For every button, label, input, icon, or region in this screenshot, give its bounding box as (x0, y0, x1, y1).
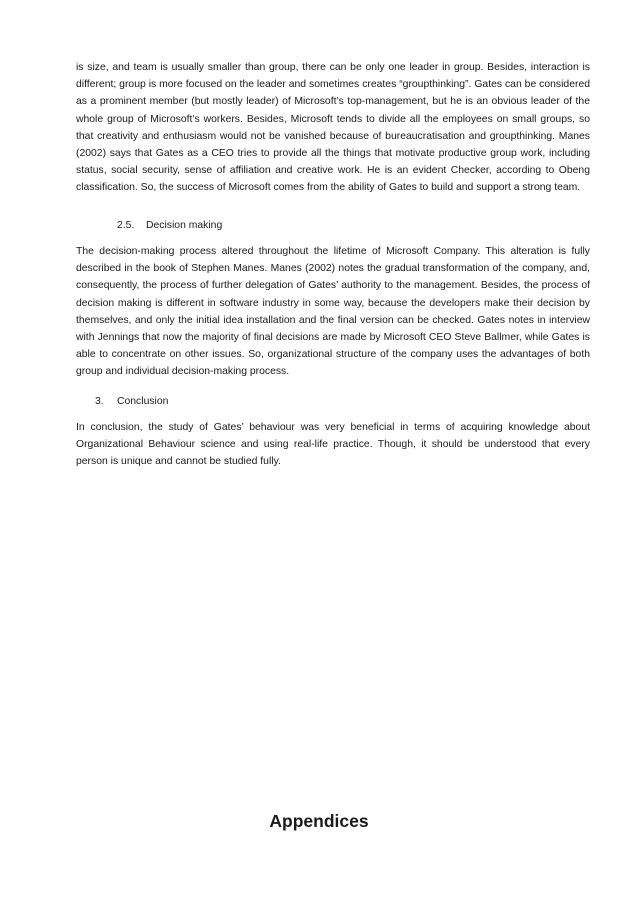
body-paragraph: is size, and team is usually smaller than group, there can be only one leader in group. Besides, interaction is different; group is more focused on the leader and sometimes creates “groupthinking”. Gates can be considered as a prominent member (but mostly leader) of Microsoft’s top-management, but he is an obvious leader of the whole group of Microsoft’s workers. Besides, Microsoft tends to divide all the employees on small groups, so that creativity and enthusiasm would not be vanished because of bureaucratisation and groupthinking. Manes (2002) says that Gates as a CEO tries to provide all the things that motivate productive group work, including status, social security, sense of affiliation and creative work. He is an evident Checker, according to Obeng classification. So, the success of Microsoft comes from the ability of Gates to build and support a strong team. (76, 62, 590, 194)
section-heading-conclusion (95, 393, 168, 410)
section-heading-decision-making (117, 217, 222, 234)
body-paragraph: The decision-making process altered throughout the lifetime of Microsoft Company. This alteration is fully described in the book of Stephen Manes. Manes (2002) notes the gradual transformation of the company, and, consequently, the process of further delegation of Gates’ authority to the management. Besides, the process of decision making is different in software industry in some way, because the developers make their decision by themselves, and only the initial idea installation and the final version can be checked. Gates notes in interview with Jennings that now the majority of final decisions are made by Microsoft CEO Steve Ballmer, while Gates is able to concentrate on other issues. So, organizational structure of the company uses the advantages of both group and individual decision-making process. (76, 246, 590, 378)
section-number: 2.5. (117, 220, 135, 231)
appendices-heading: Appendices (269, 811, 369, 831)
section-number: 3. (95, 396, 104, 407)
section-title: Decision making (146, 220, 223, 231)
body-paragraph: In conclusion, the study of Gates’ behaviour was very beneficial in terms of acquiring knowledge about Organizational Behaviour science and using real-life practice. Though, it should be understood that every person is unique and cannot be studied fully. (76, 422, 590, 468)
section-title: Conclusion (117, 396, 169, 407)
